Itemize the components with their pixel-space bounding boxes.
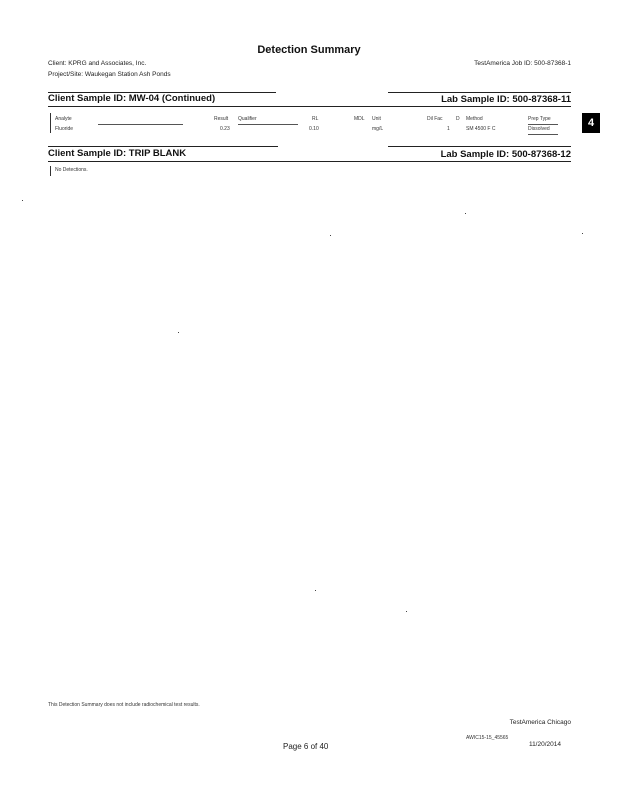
table-rule-seg-3 [528, 124, 558, 125]
sample2-left-border [50, 166, 51, 176]
cell-prep-type: Dissolved [528, 126, 550, 132]
page-title: Detection Summary [257, 44, 361, 56]
client-name: Client: KPRG and Associates, Inc. [48, 60, 147, 67]
footer-page-number: Page 6 of 40 [283, 742, 329, 751]
section-tab-badge: 4 [582, 113, 600, 133]
col-analyte: Analyte [55, 116, 72, 122]
col-result: Result [214, 116, 229, 122]
scan-speck [406, 611, 407, 612]
col-dil-fac: Dil Fac [427, 116, 443, 122]
cell-unit: mg/L [372, 126, 384, 132]
col-method: Method [466, 116, 483, 122]
sample1-client-id: Client Sample ID: MW-04 (Continued) [48, 93, 216, 104]
col-unit: Unit [372, 116, 381, 122]
table-left-border [50, 113, 51, 133]
sample2-header-rule [48, 161, 571, 162]
scan-speck [178, 332, 179, 333]
scan-speck [315, 590, 316, 591]
footer-doc-code: AWIC15-15_45565 [466, 735, 509, 741]
sample2-client-rule-top [48, 146, 278, 147]
cell-analyte: Fluoride [55, 126, 74, 132]
sample2-lab-rule-top [388, 146, 571, 147]
footer-lab-name: TestAmerica Chicago [509, 719, 571, 726]
col-d: D [456, 116, 460, 122]
col-prep-type: Prep Type [528, 116, 551, 122]
sample1-lab-rule-top [388, 92, 571, 93]
col-mdl: MDL [354, 116, 365, 122]
col-qualifier: Qualifier [238, 116, 257, 122]
cell-method: SM 4500 F C [466, 126, 496, 132]
sample1-header-rule [48, 106, 571, 107]
table-rule-seg-2 [238, 124, 298, 125]
table-rule-seg-1 [98, 124, 183, 125]
table-rule-seg-4 [528, 134, 558, 135]
footer-date: 11/20/2014 [528, 741, 561, 748]
scan-speck [465, 213, 466, 214]
footer-disclaimer: This Detection Summary does not include radiochemical test results. [48, 702, 200, 708]
cell-dil-fac: 1 [447, 126, 450, 132]
cell-result: 0.23 [220, 126, 230, 132]
no-detections-note: No Detections. [55, 167, 88, 173]
job-id: TestAmerica Job ID: 500-87368-1 [474, 60, 571, 67]
sample1-lab-id: Lab Sample ID: 500-87368-11 [441, 94, 571, 105]
cell-rl: 0.10 [309, 126, 319, 132]
sample2-lab-id: Lab Sample ID: 500-87368-12 [440, 149, 571, 160]
sample2-client-id: Client Sample ID: TRIP BLANK [48, 148, 187, 159]
col-rl: RL [312, 116, 319, 122]
scan-speck [330, 235, 331, 236]
project-site: Project/Site: Waukegan Station Ash Ponds [48, 71, 171, 78]
scan-speck [582, 233, 583, 234]
scan-speck [22, 200, 23, 201]
